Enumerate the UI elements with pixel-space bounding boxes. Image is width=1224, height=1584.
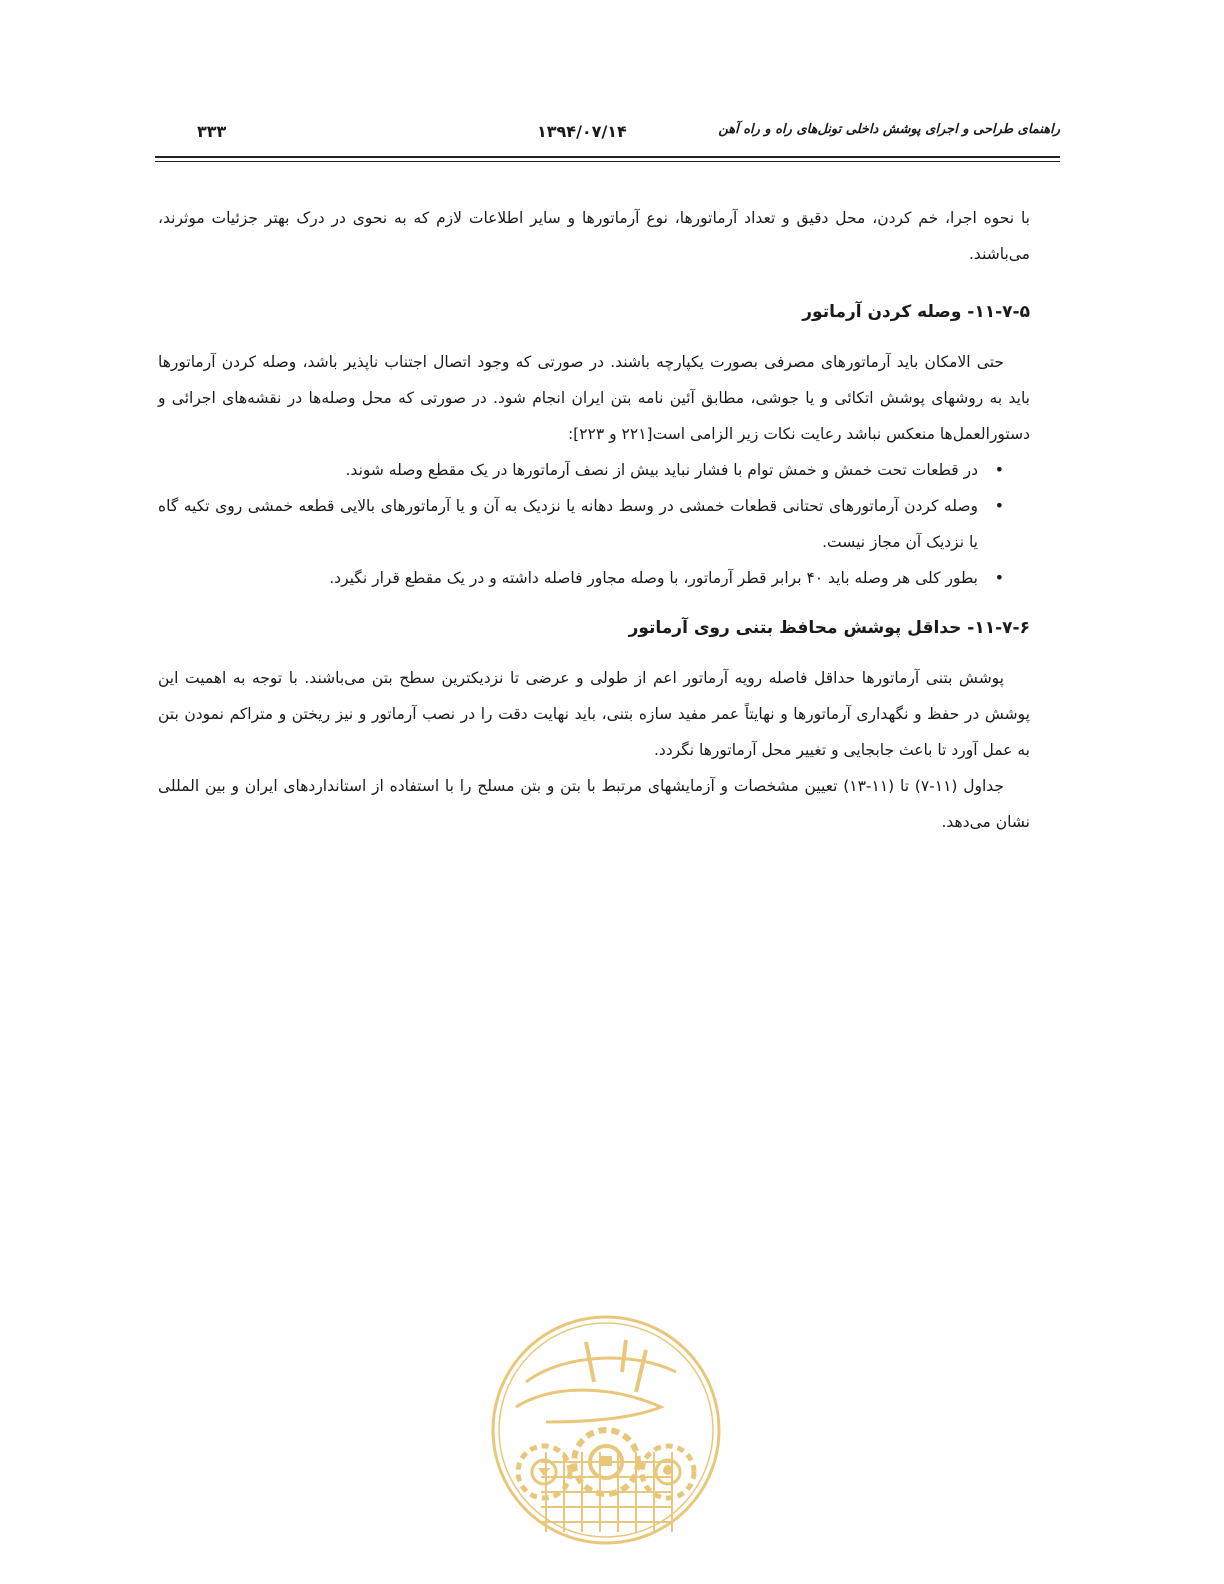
page-number: ۳۳۳ [197, 122, 227, 141]
section-heading-concrete-cover: ۱۱-۷-۶- حداقل پوشش محافظ بتنی روی آرماتور [628, 618, 1030, 638]
seal-logo-icon [486, 1312, 726, 1584]
list-item: • در قطعات تحت خمش و خمش توام با فشار نباید بیش از نصف آرماتورها در یک مقطع وصله شوند. [158, 452, 978, 488]
running-title: راهنمای طراحی و اجرای پوشش داخلی تونل‌های راه و راه آهن [718, 122, 1060, 137]
header-date: ۱۳۹۴/۰۷/۱۴ [537, 122, 627, 141]
list-item: • وصله کردن آرماتورهای تحتانی قطعات خمشی در وسط دهانه یا نزدیک به آن و یا آرماتورهای بالایی قطعه خمشی روی تکیه گاه یا نزدیک آن مجاز نیست. [158, 488, 978, 560]
list-item: • بطور کلی هر وصله باید ۴۰ برابر قطر آرماتور، با وصله مجاور فاصله داشته و در یک مقطع قرار نگیرد. [158, 560, 978, 596]
splicing-paragraph: حتی الامکان باید آرماتورهای مصرفی بصورت یکپارچه باشند. در صورتی که وجود اتصال اجتناب ناپذیر باشد، وصله کردن آرماتورها باید به روشهای پوشش اتکائی و یا جوشی، مطابق آئین نامه بتن ایران انجام شود. در صورتی که محل وصله‌ها در نقشه‌های اجرائی و دستورالعمل‌ها منعکس نباشد رعایت نکات زیر الزامی است[۲۲۱ و ۲۲۳]: [158, 353, 1030, 443]
page-body [158, 200, 1030, 840]
concrete-cover-paragraph: پوشش بتنی آرماتورها حداقل فاصله رویه آرماتور اعم از طولی و عرضی تا نزدیکترین سطح بتن می‌باشند. با توجه به اهمیت این پوشش در حفظ و نگهداری آرماتورها و نهایتاً عمر مفید سازه بتنی، باید نهایت دقت را در نصب آرماتور و نیز ریختن و متراکم نمودن بتن به عمل آورد تا باعث جابجایی و تغییر محل آرماتورها نگردد. [158, 669, 1030, 759]
splicing-rules-list [158, 452, 1030, 596]
intro-paragraph: با نحوه اجرا، خم کردن، محل دقیق و تعداد آرماتورها، نوع آرماتورها و سایر اطلاعات لازم که به نحوی در درک بهتر جزئیات موثرند، می‌باشند. [158, 209, 1030, 263]
watermark-seal [486, 1312, 726, 1584]
header-rule-thin [155, 161, 1060, 162]
section-heading-splicing: ۱۱-۷-۵- وصله کردن آرماتور [802, 302, 1030, 322]
tables-reference-paragraph: جداول (۱۱-۷) تا (۱۱-۱۳) تعیین مشخصات و آزمایشهای مرتبط با بتن و بتن مسلح را با استفاده از استانداردهای ایران و بین المللی نشان می‌دهد. [158, 777, 1030, 831]
header-rule-thick [155, 156, 1060, 158]
page-header [155, 118, 1060, 152]
